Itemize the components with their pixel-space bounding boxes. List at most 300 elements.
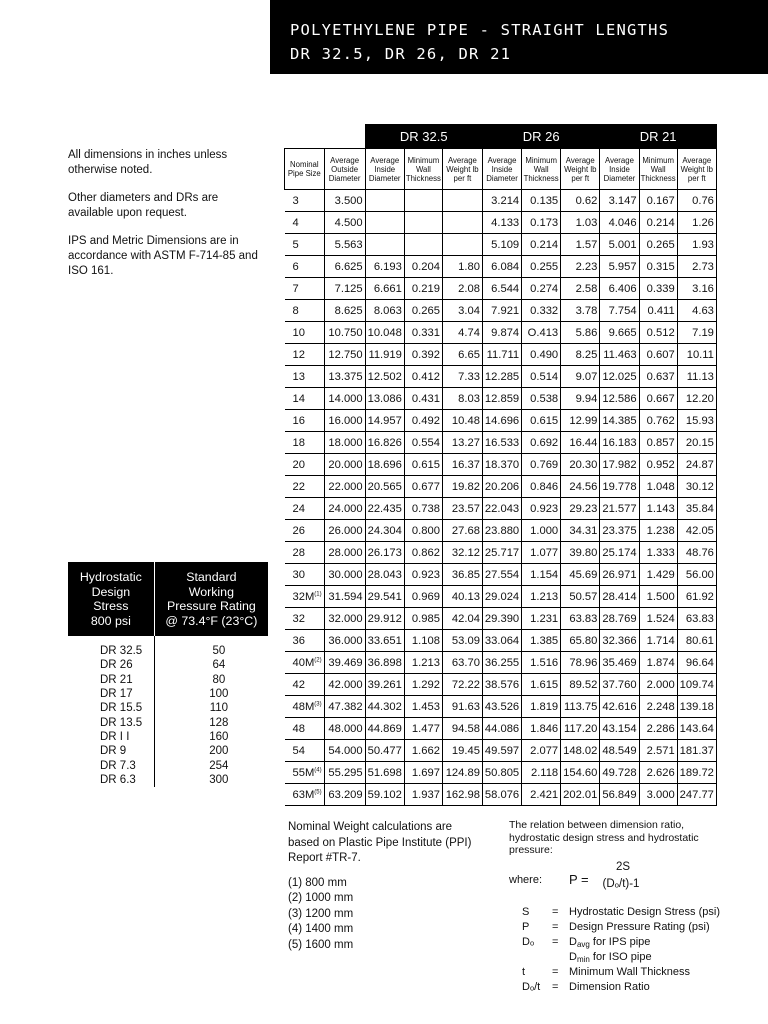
formula-numerator: 2S [615,861,631,873]
table-cell: 9.665 [600,322,639,344]
table-cell: 19.778 [600,476,639,498]
hydrostatic-table [68,562,268,787]
table-cell: 36.000 [324,630,365,652]
table-row [285,256,717,278]
table-cell: 44.086 [482,718,521,740]
column-header: Average Outside Diameter [324,149,365,190]
table-cell: 26.173 [365,542,404,564]
table-cell: 24.000 [324,498,365,520]
pipe-size-cell: 54 [285,740,325,762]
definition-text: Dimension Ratio [569,981,650,993]
table-cell: 0.637 [639,366,677,388]
hydro-row [68,744,268,758]
table-cell: 59.102 [365,784,404,806]
footnote-marker: (4) [314,766,322,773]
table-cell: 7.921 [482,300,521,322]
pipe-size-cell: $55M^{(4)}$ [285,762,325,784]
pipe-table-body [285,190,717,806]
dr-cell: DR 26 [68,658,154,672]
table-cell [404,190,442,212]
table-cell [365,190,404,212]
table-cell: 9.07 [561,366,600,388]
table-cell: 14.957 [365,410,404,432]
table-cell: 49.597 [482,740,521,762]
table-cell: 12.285 [482,366,521,388]
table-cell: 117.20 [561,718,600,740]
table-cell: 0.615 [522,410,561,432]
dr-cell: DR 17 [68,687,154,701]
table-cell: 42.616 [600,696,639,718]
table-cell: 2.23 [561,256,600,278]
table-cell: 14.696 [482,410,521,432]
table-cell: 1.154 [522,564,561,586]
table-row [285,564,717,586]
definition-symbol: S [522,906,530,918]
definition-row [522,980,720,995]
table-cell: 2.58 [561,278,600,300]
table-cell: 16.533 [482,432,521,454]
hydro-row [68,730,268,744]
table-row [285,322,717,344]
note-standards: IPS and Metric Dimensions are in accordance with ASTM F-714-85 and ISO 161. [68,235,258,277]
hydro-header-line: @ 73.4°F (23°C) [165,613,258,628]
hydro-header-line: Working [188,584,234,599]
table-cell: 2.73 [677,256,716,278]
table-cell: 0.76 [677,190,716,212]
table-row [285,476,717,498]
table-row [285,234,717,256]
table-cell: 18.370 [482,454,521,476]
table-cell: 32.366 [600,630,639,652]
table-cell: 1.714 [639,630,677,652]
hydro-row [68,758,268,772]
table-cell: 12.502 [365,366,404,388]
table-cell: 1.292 [404,674,442,696]
table-cell: 78.96 [561,652,600,674]
table-row [285,366,717,388]
column-header: Minimum Wall Thickness [404,149,442,190]
definition-row [522,905,720,920]
table-cell: 9.94 [561,388,600,410]
table-cell: 9.874 [482,322,521,344]
table-cell: 7.19 [677,322,716,344]
table-cell: 28.000 [324,542,365,564]
table-cell: 63.83 [561,608,600,630]
table-row [285,212,717,234]
table-cell: 8.625 [324,300,365,322]
table-cell: 56.00 [677,564,716,586]
table-cell: 37.760 [600,674,639,696]
weight-note: Nominal Weight calculations are based on Plastic Pipe Institute (PPI) Report #TR-7. [288,821,472,864]
table-row [285,432,717,454]
table-cell: 55.295 [324,762,365,784]
hydro-header-line: Standard [186,570,237,584]
definition-row [522,935,720,950]
pressure-cell: 200 [209,745,229,758]
table-cell: 3.214 [482,190,521,212]
table-cell: 0.135 [522,190,561,212]
table-cell: 20.565 [365,476,404,498]
pipe-size-cell: 20 [285,454,325,476]
table-cell: 4.500 [324,212,365,234]
table-cell: 1.477 [404,718,442,740]
table-row [285,762,717,784]
table-cell: 0.490 [522,344,561,366]
table-cell: 35.84 [677,498,716,520]
table-cell: 1.213 [522,586,561,608]
table-cell: 33.651 [365,630,404,652]
table-cell: 25.717 [482,542,521,564]
definition-subscript: avg [576,940,590,949]
table-cell: 1.048 [639,476,677,498]
definition-text: Davg for IPS pipe [569,935,650,952]
table-cell: 1.937 [404,784,442,806]
table-row [285,652,717,674]
table-cell: 38.576 [482,674,521,696]
table-cell: 21.577 [600,498,639,520]
table-cell: 4.74 [442,322,482,344]
table-cell: 36.255 [482,652,521,674]
footnote-item: (3) 1200 mm [288,907,354,920]
table-cell: 30.000 [324,564,365,586]
table-row [285,542,717,564]
pipe-size-cell: 32 [285,608,325,630]
table-cell: 33.064 [482,630,521,652]
table-cell: 1.213 [404,652,442,674]
table-row [285,520,717,542]
table-cell: 44.302 [365,696,404,718]
table-cell: 162.98 [442,784,482,806]
table-row [285,630,717,652]
table-cell: 0.923 [404,564,442,586]
table-cell: 5.001 [600,234,639,256]
dr-cell: DR 13.5 [68,715,154,729]
column-header: Average Weight lb per ft [561,149,600,190]
table-cell: 0.431 [404,388,442,410]
table-cell: 40.13 [442,586,482,608]
table-cell: 1.333 [639,542,677,564]
table-cell: 0.214 [522,234,561,256]
table-cell: 139.18 [677,696,716,718]
table-cell: 0.615 [404,454,442,476]
table-cell: 247.77 [677,784,716,806]
table-cell: 50.477 [365,740,404,762]
table-cell: 36.85 [442,564,482,586]
table-cell: 54.000 [324,740,365,762]
definition-equals: = [552,906,559,918]
table-cell: 50.57 [561,586,600,608]
column-header: Minimum Wall Thickness [522,149,561,190]
hydro-row [68,701,268,715]
table-cell: 89.52 [561,674,600,696]
definition-equals: = [552,936,559,948]
table-cell: 36.898 [365,652,404,674]
pressure-cell: 80 [212,673,226,686]
table-cell: 24.56 [561,476,600,498]
table-cell: 8.25 [561,344,600,366]
table-cell: 1.846 [522,718,561,740]
note-availability: Other diameters and DRs are available upon request. [68,192,219,219]
table-cell [365,234,404,256]
table-cell: 44.869 [365,718,404,740]
table-cell: 42.000 [324,674,365,696]
table-cell: 48.000 [324,718,365,740]
table-cell: 28.043 [365,564,404,586]
table-cell: 6.406 [600,278,639,300]
table-cell: 0.173 [522,212,561,234]
table-cell: 2.000 [639,674,677,696]
pipe-size-cell: 24 [285,498,325,520]
table-cell: 0.667 [639,388,677,410]
pipe-dimension-table [284,124,717,806]
table-cell: 113.75 [561,696,600,718]
table-cell: 4.63 [677,300,716,322]
dr-cell: DR 9 [68,744,154,758]
table-cell: 6.084 [482,256,521,278]
pipe-size-cell: $48M^{(3)}$ [285,696,325,718]
table-cell: 45.69 [561,564,600,586]
table-cell: 23.880 [482,520,521,542]
table-cell: 0.985 [404,608,442,630]
table-cell: 26.971 [600,564,639,586]
pipe-size-cell: 18 [285,432,325,454]
table-cell: 202.01 [561,784,600,806]
table-cell: 20.000 [324,454,365,476]
table-cell: 3.16 [677,278,716,300]
table-cell: 7.125 [324,278,365,300]
table-cell: 12.586 [600,388,639,410]
formula-intro: The relation between dimension ratio, hydrostatic design stress and hydrostatic pressure: [509,819,699,856]
table-cell: 22.435 [365,498,404,520]
table-cell: 1.429 [639,564,677,586]
table-cell: 72.22 [442,674,482,696]
definition-equals: = [552,921,559,933]
pipe-size-cell: 42 [285,674,325,696]
hydro-table-body [68,636,268,787]
page-title: POLYETHYLENE PIPE - STRAIGHT LENGTHS [290,21,670,39]
table-cell: 6.661 [365,278,404,300]
footnotes [288,820,478,953]
table-cell: 20.30 [561,454,600,476]
table-cell: 11.711 [482,344,521,366]
definition-row [522,920,720,935]
table-cell: 1.697 [404,762,442,784]
hydro-header-design-stress [68,562,154,636]
dr-cell: DR 21 [68,673,154,687]
table-cell: 25.174 [600,542,639,564]
hydro-row [68,773,268,787]
table-cell: 0.538 [522,388,561,410]
table-cell: 27.554 [482,564,521,586]
table-cell: 94.58 [442,718,482,740]
table-cell: 4.046 [600,212,639,234]
definition-text: Dmin for ISO pipe [569,950,652,967]
table-cell: 42.04 [442,608,482,630]
table-cell: 1.819 [522,696,561,718]
pipe-size-cell: 14 [285,388,325,410]
definition-text: Design Pressure Rating (psi) [569,921,710,933]
table-cell: 63.83 [677,608,716,630]
table-cell: 0.514 [522,366,561,388]
footnote-item: (5) 1600 mm [288,938,354,951]
column-header: Average Weight lb per ft [442,149,482,190]
table-cell: 30.12 [677,476,716,498]
definition-equals: = [552,966,559,978]
table-cell: 63.209 [324,784,365,806]
table-cell [365,212,404,234]
table-row [285,454,717,476]
dr-cell: DR 6.3 [68,773,154,787]
table-row [285,784,717,806]
table-cell: 27.68 [442,520,482,542]
pipe-size-cell: $40M^{(2)}$ [285,652,325,674]
table-cell: 13.27 [442,432,482,454]
table-cell: 0.339 [639,278,677,300]
table-cell: 1.615 [522,674,561,696]
table-cell: 1.93 [677,234,716,256]
table-cell: 91.63 [442,696,482,718]
table-cell: 63.70 [442,652,482,674]
table-cell [442,234,482,256]
table-cell: 61.92 [677,586,716,608]
pressure-cell: 160 [209,730,229,743]
pressure-cell: 300 [209,773,229,786]
table-cell: 0.315 [639,256,677,278]
pipe-size-cell: 12 [285,344,325,366]
table-cell: 10.48 [442,410,482,432]
table-cell: 39.80 [561,542,600,564]
footnote-marker: (5) [314,788,322,795]
table-cell: 29.541 [365,586,404,608]
definition-symbol: Dₒ [522,936,535,948]
dr-cell: DR 15.5 [68,701,154,715]
table-cell: 0.274 [522,278,561,300]
table-cell: 3.78 [561,300,600,322]
table-cell: 16.826 [365,432,404,454]
table-cell: 43.154 [600,718,639,740]
table-cell: 19.82 [442,476,482,498]
table-cell: 15.93 [677,410,716,432]
table-cell: 18.696 [365,454,404,476]
table-cell: 20.15 [677,432,716,454]
table-cell: 29.23 [561,498,600,520]
pipe-size-cell: 36 [285,630,325,652]
definition-equals: = [552,981,559,993]
formula-where: where: [509,874,543,886]
table-cell: 29.912 [365,608,404,630]
table-cell: 11.13 [677,366,716,388]
definition-subscript: min [576,955,590,964]
definition-row [522,950,720,965]
table-cell: 17.982 [600,454,639,476]
pressure-cell: 254 [209,759,229,772]
table-cell: 29.390 [482,608,521,630]
table-cell: 58.076 [482,784,521,806]
pipe-size-cell: 22 [285,476,325,498]
table-cell: 1.108 [404,630,442,652]
table-cell: 12.99 [561,410,600,432]
table-cell: 12.750 [324,344,365,366]
table-cell: 12.20 [677,388,716,410]
table-cell: 39.469 [324,652,365,674]
table-cell: 16.000 [324,410,365,432]
hydro-header-line: Design [91,584,131,599]
definition-symbol: Dₒ/t [522,981,541,993]
pipe-size-cell: 28 [285,542,325,564]
table-cell: 1.874 [639,652,677,674]
definition-symbol: t [522,966,526,978]
table-cell: 181.37 [677,740,716,762]
table-row [285,278,717,300]
table-cell: 2.626 [639,762,677,784]
table-cell: 3.147 [600,190,639,212]
table-cell: 0.923 [522,498,561,520]
table-cell: 1.516 [522,652,561,674]
table-cell: 0.62 [561,190,600,212]
table-cell: 42.05 [677,520,716,542]
hydro-header-line: Hydrostatic [79,570,142,584]
hydro-row [68,658,268,672]
table-cell: 23.375 [600,520,639,542]
table-cell: 0.762 [639,410,677,432]
table-cell: 0.412 [404,366,442,388]
definition-text: Hydrostatic Design Stress (psi) [569,906,720,918]
table-cell: 10.11 [677,344,716,366]
table-cell: 7.754 [600,300,639,322]
table-cell: 53.09 [442,630,482,652]
definition-symbol: P [522,921,530,933]
group-header-dr32-5: DR 32.5 [365,125,482,149]
table-cell: 0.204 [404,256,442,278]
table-cell: 8.03 [442,388,482,410]
table-cell: 2.118 [522,762,561,784]
table-cell: 0.392 [404,344,442,366]
table-cell: 5.86 [561,322,600,344]
pipe-size-cell: $63M^{(5)}$ [285,784,325,806]
table-cell: O.413 [522,322,561,344]
table-cell: 31.594 [324,586,365,608]
table-cell [404,212,442,234]
pipe-size-cell: 6 [285,256,325,278]
hydro-row [68,636,268,658]
table-cell: 143.64 [677,718,716,740]
table-cell: 0.331 [404,322,442,344]
table-cell: 96.64 [677,652,716,674]
table-cell: 3.04 [442,300,482,322]
table-cell: 2.08 [442,278,482,300]
table-cell: 23.57 [442,498,482,520]
table-cell: 0.554 [404,432,442,454]
title-band [270,0,768,74]
table-row [285,190,717,212]
table-cell: 6.544 [482,278,521,300]
table-cell: 12.859 [482,388,521,410]
formula-lhs: P = [569,872,589,887]
table-cell: 22.000 [324,476,365,498]
table-cell: 1.077 [522,542,561,564]
table-cell: 43.526 [482,696,521,718]
table-cell: 0.265 [639,234,677,256]
table-cell: 22.043 [482,498,521,520]
column-header: Average Inside Diameter [600,149,639,190]
table-cell [442,212,482,234]
pipe-size-cell: 5 [285,234,325,256]
table-cell: 5.109 [482,234,521,256]
table-cell: 3.500 [324,190,365,212]
table-cell: 48.76 [677,542,716,564]
hydro-header-line: Pressure Rating [166,599,256,613]
table-cell: 1.453 [404,696,442,718]
